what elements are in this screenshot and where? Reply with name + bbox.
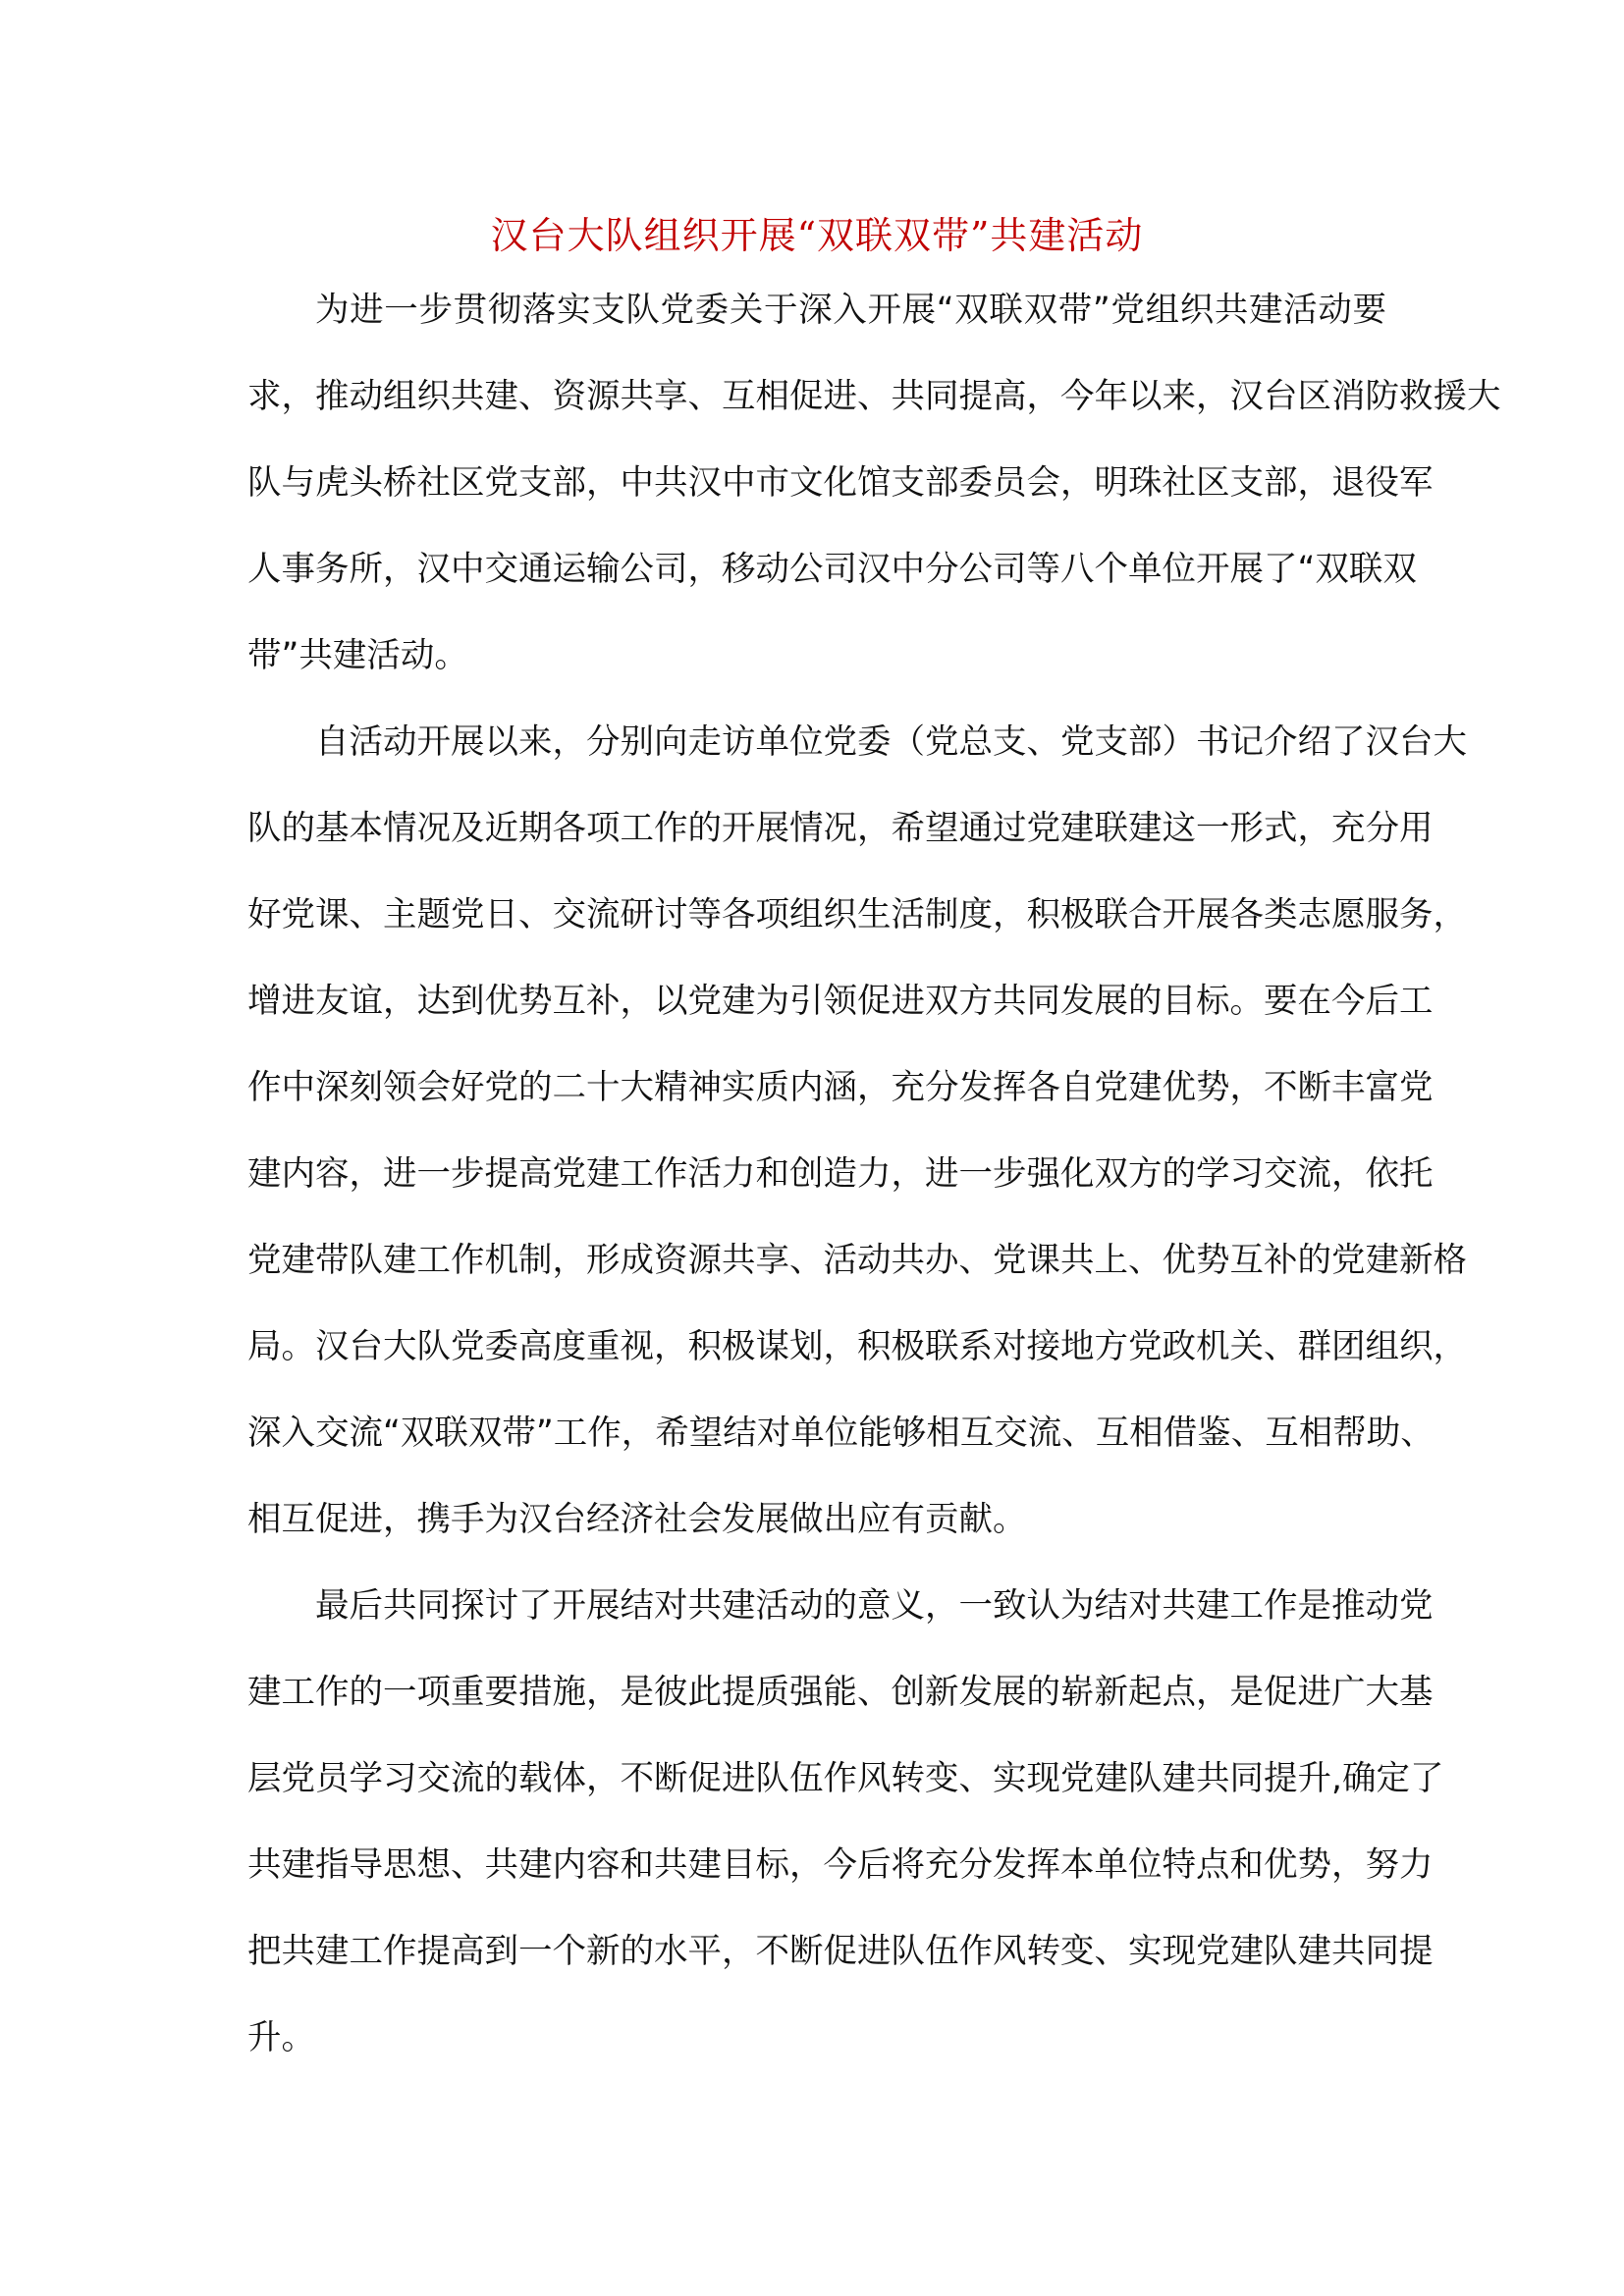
paragraph-line: 层党员学习交流的载体，不断促进队伍作风转变、实现党建队建共同提升,确定了 (247, 1759, 1444, 1798)
document-body (247, 267, 1501, 2081)
paragraph-line: 最后共同探讨了开展结对共建活动的意义，一致认为结对共建工作是推动党 (315, 1586, 1434, 1626)
paragraph-line: 带”共建活动。 (247, 636, 468, 675)
paragraph-line: 队与虎头桥社区党支部，中共汉中市文化馆支部委员会，明珠社区支部，退役军 (247, 463, 1434, 503)
paragraph-line: 升。 (247, 2018, 315, 2057)
paragraph-line: 自活动开展以来，分别向走访单位党委（党总支、党支部）书记介绍了汉台大 (315, 722, 1467, 762)
paragraph-line: 局。汉台大队党委高度重视，积极谋划，积极联系对接地方党政机关、群团组织， (247, 1327, 1467, 1366)
paragraph-line: 建工作的一项重要措施，是彼此提质强能、创新发展的崭新起点，是促进广大基 (247, 1673, 1434, 1712)
paragraph-line: 好党课、主题党日、交流研讨等各项组织生活制度，积极联合开展各类志愿服务， (247, 895, 1467, 934)
paragraph-2 (247, 699, 1467, 1563)
paragraph-line: 相互促进，携手为汉台经济社会发展做出应有贡献。 (247, 1500, 1027, 1539)
paragraph-line: 深入交流“双联双带”工作，希望结对单位能够相互交流、互相借鉴、互相帮助、 (247, 1414, 1435, 1453)
paragraph-line: 增进友谊，达到优势互补，以党建为引领促进双方共同发展的目标。要在今后工 (247, 982, 1434, 1021)
paragraph-line: 作中深刻领会好党的二十大精神实质内涵，充分发挥各自党建优势，不断丰富党 (247, 1068, 1434, 1107)
paragraph-line: 求，推动组织共建、资源共享、互相促进、共同提高，今年以来，汉台区消防救援大 (247, 377, 1501, 416)
paragraph-line: 队的基本情况及近期各项工作的开展情况，希望通过党建联建这一形式，充分用 (247, 809, 1434, 848)
paragraph-1 (247, 267, 1501, 699)
paragraph-line: 党建带队建工作机制，形成资源共享、活动共办、党课共上、优势互补的党建新格 (247, 1241, 1467, 1280)
paragraph-3 (247, 1563, 1444, 2081)
document-title: 汉台大队组织开展“双联双带”共建活动 (490, 214, 1144, 257)
paragraph-line: 人事务所，汉中交通运输公司，移动公司汉中分公司等八个单位开展了“双联双 (247, 550, 1417, 589)
paragraph-line: 建内容，进一步提高党建工作活力和创造力，进一步强化双方的学习交流，依托 (247, 1154, 1434, 1194)
paragraph-line: 把共建工作提高到一个新的水平，不断促进队伍作风转变、实现党建队建共同提 (247, 1932, 1434, 1971)
paragraph-line: 为进一步贯彻落实支队党委关于深入开展“双联双带”党组织共建活动要 (315, 291, 1386, 330)
paragraph-line: 共建指导思想、共建内容和共建目标，今后将充分发挥本单位特点和优势，努力 (247, 1845, 1434, 1885)
